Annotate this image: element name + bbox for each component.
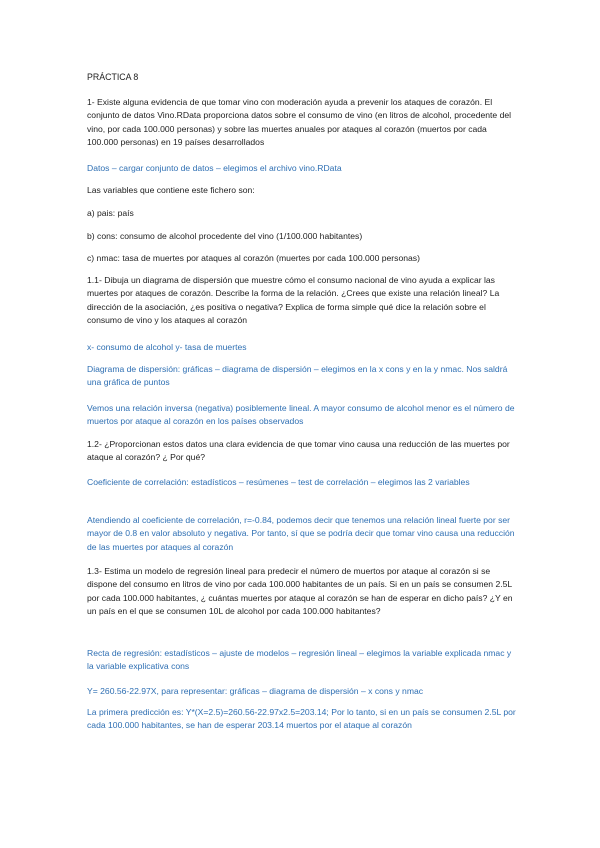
answer-1-2-interpretation: Atendiendo al coeficiente de correlación, r=-0.84, podemos decir que tenemos una relación lineal fuerte por ser mayor de 0.8 en valor absoluto y negativa. Por tanto, sí que se podría decir que tomar vino causa una reducción de las muertes por ataques al corazón (87, 515, 515, 552)
variable-pais: a) pais: país (87, 208, 134, 218)
question-1-3: 1.3- Estima un modelo de regresión lineal para predecir el número de muertos por ataque al corazón si se dispone del consumo en litros de vino por cada 100.000 habitantes de un país. Si en un país se consumen 2.5L por cada 100.000 habitantes, ¿ cuántas muertes por ataque al corazón se han de esperar en dicho país? ¿Y en un país en el que se consumen 10L de alcohol por cada 100.000 habitantes? (87, 566, 513, 617)
question-1-paragraph: 1- Existe alguna evidencia de que tomar vino con moderación ayuda a prevenir los ataques de corazón. El conjunto de datos Vino.RData proporciona datos sobre el consumo de vino (en litros de alcohol, procedente del vino, por cada 100.000 personas) y sobre las muertes anuales por ataques al corazón (muertos por cada 100.000 personas) en 19 países desarrollados (87, 97, 512, 148)
variable-cons: b) cons: consumo de alcohol procedente del vino (1/100.000 habitantes) (87, 231, 363, 241)
question-1-2: 1.2- ¿Proporcionan estos datos una clara evidencia de que tomar vino causa una reducción de las muertes por ataque al corazón? ¿ Por qué? (87, 439, 510, 463)
answer-1-3-regression: Recta de regresión: estadísticos – ajuste de modelos – regresión lineal – elegimos la variable explicada nmac y la variable explicativa cons (87, 648, 512, 672)
page-title: PRÁCTICA 8 (87, 72, 139, 82)
answer-1-1-scatter: Diagrama de dispersión: gráficas – diagrama de dispersión – elegimos en la x cons y en la y nmac. Nos saldrá una gráfica de puntos (87, 364, 508, 388)
answer-1-1-relation: Vemos una relación inversa (negativa) posiblemente lineal. A mayor consumo de alcohol menor es el número de muertos por ataque al corazón en los países observados (87, 403, 515, 427)
variables-intro: Las variables que contiene este fichero son: (87, 185, 255, 195)
answer-1-1-axes: x- consumo de alcohol y- tasa de muertes (87, 342, 247, 352)
answer-1-2-correlation: Coeficiente de correlación: estadísticos – resúmenes – test de correlación – elegimos las 2 variables (87, 477, 470, 487)
variable-nmac: c) nmac: tasa de muertes por ataques al corazón (muertes por cada 100.000 personas) (87, 253, 420, 263)
question-1-1: 1.1- Dibuja un diagrama de dispersión que muestre cómo el consumo nacional de vino ayuda a explicar las muertes por ataques de corazón. Describe la forma de la relación. ¿Crees que existe una relación lineal? La dirección de la asociación, ¿es positiva o negativa? Explica de forma simple qué dice la relación sobre el consumo de vino y los ataques al corazón (87, 275, 500, 326)
answer-load-data: Datos – cargar conjunto de datos – elegimos el archivo vino.RData (87, 163, 342, 173)
answer-1-3-equation: Y= 260.56-22.97X, para representar: gráficas – diagrama de dispersión – x cons y nmac (87, 686, 424, 696)
answer-1-3-prediction: La primera predicción es: Y*(X=2.5)=260.56-22.97x2.5=203.14; Por lo tanto, si en un país se consumen 2.5L por cada 100.000 habitantes, se han de esperar 203.14 muertos por el ataque al corazón (87, 707, 516, 731)
